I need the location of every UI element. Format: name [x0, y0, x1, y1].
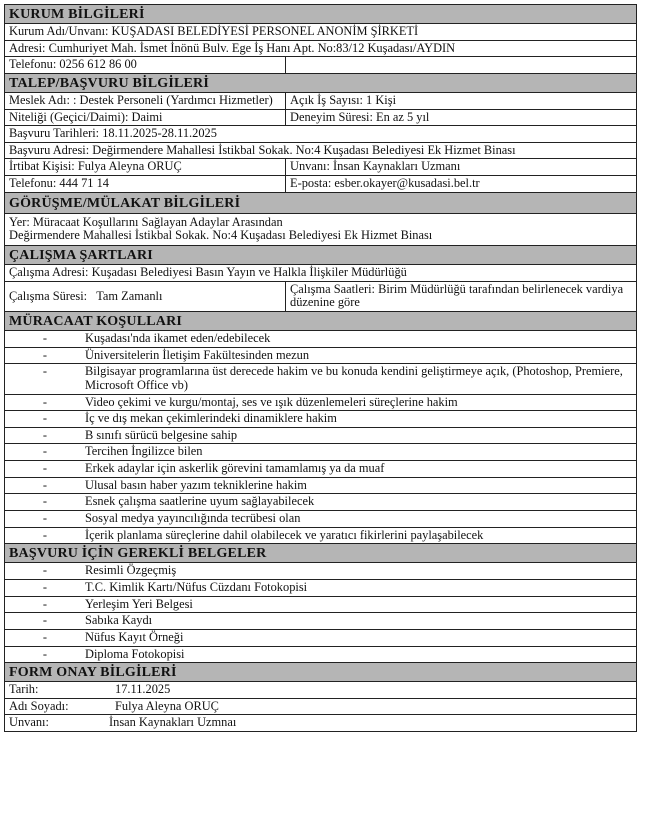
belge-item: Yerleşim Yeri Belgesi: [85, 596, 193, 611]
kurum-ad: Kurum Adı/Unvanı: KUŞADASI BELEDİYESİ PERSONEL ANONİM ŞİRKETİ: [9, 24, 419, 38]
talep-irtibat-row: [5, 159, 636, 176]
talep-tarihler-row: [5, 126, 636, 143]
onay-unvan-row: [5, 715, 636, 731]
onay-ad-value: Fulya Aleyna ORUÇ: [115, 698, 219, 713]
dash: -: [42, 494, 48, 509]
muracaat-item: Üniversitelerin İletişim Fakültesinden mezun: [85, 347, 310, 362]
list-item: [5, 395, 636, 412]
muracaat-item: Erkek adaylar için askerlik görevini tamamlamış ya da muaf: [85, 461, 385, 476]
list-item: [5, 580, 636, 597]
dash: -: [42, 330, 48, 345]
onay-tarih-row: [5, 682, 636, 699]
onay-ad: [5, 699, 636, 715]
dash: -: [42, 527, 48, 542]
list-item: [5, 528, 636, 545]
onay-unvan-label: Unvanı:: [9, 715, 49, 730]
section-header-calisma: ÇALIŞMA ŞARTLARI: [5, 246, 636, 265]
gorusme-detail: [5, 214, 636, 245]
dash: -: [42, 364, 48, 379]
belge-item: T.C. Kimlik Kartı/Nüfus Cüzdanı Fotokopisi: [85, 579, 308, 594]
talep-adres-row: [5, 143, 636, 160]
belge-item: Nüfus Kayıt Örneği: [85, 629, 184, 644]
muracaat-item: Kuşadası'nda ikamet eden/edebilecek: [85, 330, 271, 345]
calisma-saatleri: Çalışma Saatleri: Birim Müdürlüğü tarafından belirlenecek vardiya düzenine göre: [285, 282, 636, 311]
list-item: [5, 461, 636, 478]
list-item: [5, 597, 636, 614]
belgeler-list: [5, 563, 636, 663]
dash: -: [42, 461, 48, 476]
muracaat-item: İç ve dış mekan çekimlerindeki dinamiklere hakim: [85, 411, 337, 426]
onay-unvan: [5, 715, 636, 731]
section-header-belgeler: BAŞVURU İÇİN GEREKLİ BELGELER: [5, 544, 636, 563]
irtibat-unvan: Unvanı: İnsan Kaynakları Uzmanı: [285, 159, 636, 175]
talep-iletisim-row: [5, 176, 636, 193]
kurum-adres-row: [5, 41, 636, 58]
list-item: [5, 630, 636, 647]
section-header-gorusme: GÖRÜŞME/MÜLAKAT BİLGİLERİ: [5, 193, 636, 214]
dash: -: [42, 596, 48, 611]
basvuru-adresi: Başvuru Adresi: Değirmendere Mahallesi İstikbal Sokak. No:4 Kuşadası Belediyesi Ek Hizmet Binası: [9, 142, 516, 157]
section-header-muracaat: MÜRACAAT KOŞULLARI: [5, 312, 636, 331]
list-item: [5, 478, 636, 495]
talep-meslek-row: [5, 93, 636, 110]
job-posting-form: [4, 4, 637, 732]
gorusme-yer: Yer: Müracaat Koşullarını Sağlayan Adaylar Arasından: [9, 214, 283, 229]
calisma-adres-row: [5, 265, 636, 282]
dash: -: [42, 629, 48, 644]
kurum-telefon-empty: [285, 57, 636, 73]
muracaat-item: Video çekimi ve kurgu/montaj, ses ve ışık düzenlemeleri süreçlerine hakim: [85, 394, 458, 409]
dash: -: [42, 563, 48, 578]
calisma-suresi: Çalışma Süresi: Tam Zamanlı: [9, 288, 163, 303]
deneyim-suresi: Deneyim Süresi: En az 5 yıl: [285, 110, 636, 126]
dash: -: [42, 444, 48, 459]
muracaat-item: Bilgisayar programlarına üst derecede hakim ve bu konuda kendini geliştirmeye açık, (Photoshop, Premiere, Microsoft Office vb): [85, 364, 623, 392]
list-item: [5, 647, 636, 664]
muracaat-item: Ulusal basın haber yazım tekniklerine hakim: [85, 477, 307, 492]
muracaat-item: Esnek çalışma saatlerine uyum sağlayabilecek: [85, 494, 315, 509]
basvuru-tarihleri: Başvuru Tarihleri: 18.11.2025-28.11.2025: [9, 126, 217, 141]
kurum-telefon: Telefonu: 0256 612 86 00: [9, 57, 137, 72]
list-item: [5, 411, 636, 428]
dash: -: [42, 511, 48, 526]
belge-item: Diploma Fotokopisi: [85, 646, 185, 661]
dash: -: [42, 394, 48, 409]
onay-tarih: [5, 682, 636, 698]
list-item: [5, 444, 636, 461]
muracaat-list: [5, 331, 636, 544]
calisma-sure-row: [5, 282, 636, 312]
acik-is-sayisi: Açık İş Sayısı: 1 Kişi: [285, 93, 636, 109]
belge-item: Sabıka Kaydı: [85, 613, 153, 628]
dash: -: [42, 427, 48, 442]
onay-ad-label: Adı Soyadı:: [9, 698, 69, 713]
list-item: [5, 364, 636, 394]
gorusme-adres: Değirmendere Mahallesi İstikbal Sokak. No:4 Kuşadası Belediyesi Ek Hizmet Binası: [9, 228, 433, 243]
muracaat-item: İçerik planlama süreçlerine dahil olabilecek ve yaratıcı fikirlerini paylaşabilecek: [85, 527, 484, 542]
kurum-telefon-row: [5, 57, 636, 74]
dash: -: [42, 579, 48, 594]
list-item: [5, 428, 636, 445]
irtibat-kisisi: İrtibat Kişisi: Fulya Aleyna ORUÇ: [9, 159, 182, 174]
kurum-adres: Adresi: Cumhuriyet Mah. İsmet İnönü Bulv. Ege İş Hanı Apt. No:83/12 Kuşadası/AYDIN: [9, 40, 456, 55]
list-item: [5, 331, 636, 348]
onay-unvan-value: İnsan Kaynakları Uzmnaı: [109, 715, 237, 730]
muracaat-item: B sınıfı sürücü belgesine sahip: [85, 427, 238, 442]
meslek-adi: Meslek Adı: : Destek Personeli (Yardımcı Hizmetler): [9, 92, 273, 107]
nitelik: Niteliği (Geçici/Daimi): Daimi: [9, 109, 163, 124]
onay-ad-row: [5, 699, 636, 716]
dash: -: [42, 477, 48, 492]
belge-item: Resimli Özgeçmiş: [85, 563, 177, 578]
dash: -: [42, 411, 48, 426]
list-item: [5, 563, 636, 580]
talep-telefon: Telefonu: 444 71 14: [9, 176, 109, 191]
list-item: [5, 494, 636, 511]
dash: -: [42, 646, 48, 661]
list-item: [5, 511, 636, 528]
gorusme-row: [5, 214, 636, 246]
dash: -: [42, 347, 48, 362]
muracaat-item: Tercihen İngilizce bilen: [85, 444, 203, 459]
calisma-adresi: Çalışma Adresi: Kuşadası Belediyesi Basın Yayın ve Halkla İlişkiler Müdürlüğü: [9, 265, 407, 280]
section-header-onay: FORM ONAY BİLGİLERİ: [5, 663, 636, 682]
dash: -: [42, 613, 48, 628]
talep-eposta: E-posta: esber.okayer@kusadasi.bel.tr: [285, 176, 636, 192]
talep-nitelik-row: [5, 110, 636, 127]
section-header-kurum: KURUM BİLGİLERİ: [5, 5, 636, 24]
muracaat-item: Sosyal medya yayıncılığında tecrübesi olan: [85, 511, 301, 526]
kurum-ad-row: [5, 24, 636, 41]
onay-tarih-label: Tarih:: [9, 682, 39, 697]
list-item: [5, 348, 636, 365]
onay-tarih-value: 17.11.2025: [115, 682, 171, 697]
list-item: [5, 613, 636, 630]
section-header-talep: TALEP/BAŞVURU BİLGİLERİ: [5, 74, 636, 93]
